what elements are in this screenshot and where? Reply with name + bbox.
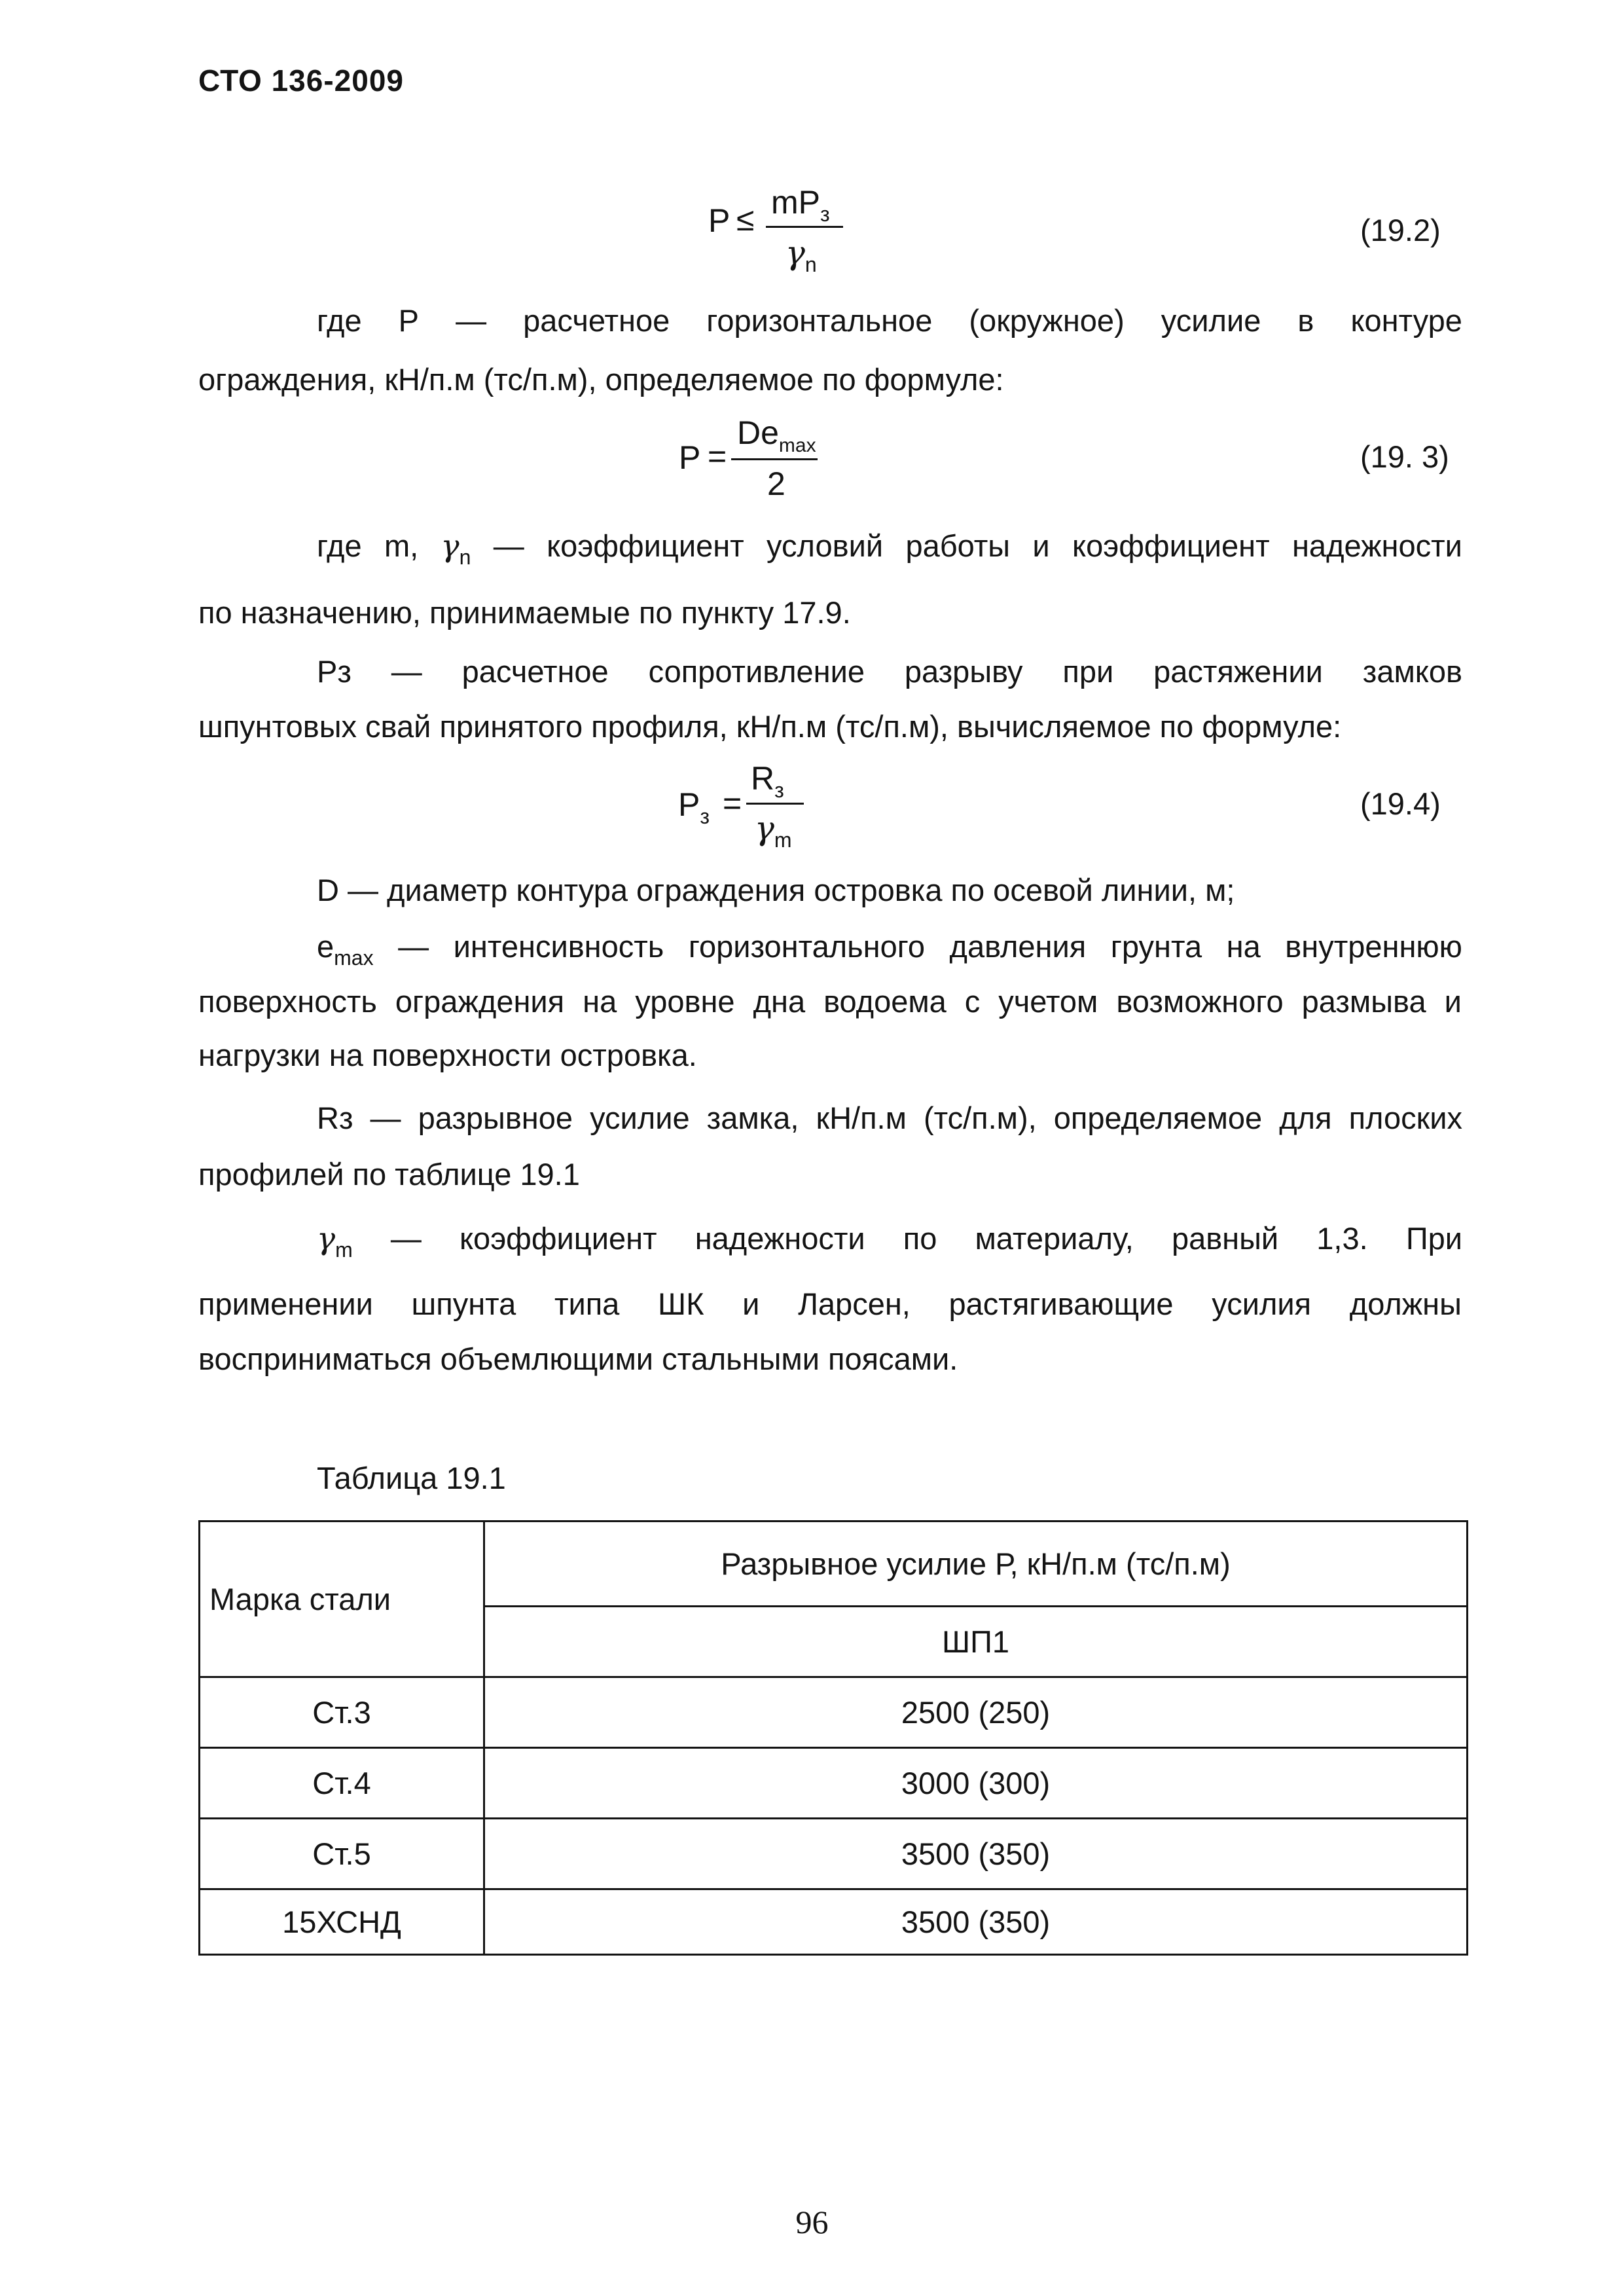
cell-value: 3500 (350) [484, 1819, 1468, 1889]
cell-grade: Ст.4 [200, 1748, 484, 1819]
cell-grade: Ст.5 [200, 1819, 484, 1889]
paragraph-gamma-m-line1: $\gamma_m$ — коэффициент надежности по материалу, равный 1,3. При [317, 1221, 1462, 1262]
eq-numerator: $mP_з$ [771, 184, 830, 226]
table-row [200, 1889, 1468, 1955]
paragraph-p3-line1: Рз — расчетное сопротивление разрыву при растяжении замков [317, 654, 1462, 689]
header-steel-grade: Марка стали [200, 1522, 484, 1677]
table-header-row [200, 1522, 1468, 1607]
fraction-bar [731, 458, 818, 460]
equation-number: (19.2) [1360, 213, 1441, 247]
table-caption: Таблица 19.1 [317, 1461, 506, 1495]
fraction-bar [766, 226, 843, 228]
eq-denominator: $\gamma_n$ [785, 234, 817, 276]
cell-grade: Ст.3 [200, 1677, 484, 1748]
eq-lhs: P [708, 202, 731, 239]
paragraph-r3-line2: профилей по таблице 19.1 [198, 1157, 580, 1192]
eq-denominator: $\gamma_m$ [755, 809, 792, 852]
document-code: СТО 136-2009 [198, 64, 404, 98]
paragraph-p-definition-line2: ограждения, кН/п.м (тс/п.м), определяемое по формуле: [198, 362, 1004, 397]
paragraph-emax-line3: нагрузки на поверхности островка. [198, 1038, 697, 1072]
eq-lhs: $P_з$ [678, 786, 710, 828]
fraction-bar [746, 803, 804, 805]
cell-value: 2500 (250) [484, 1677, 1468, 1748]
paragraph-coefficients-line1: где m, $\gamma_n$ — коэффициент условий работы и коэффициент надежности [317, 528, 1462, 569]
table-row [200, 1819, 1468, 1889]
paragraph-coefficients-line2: по назначению, принимаемые по пункту 17.9. [198, 595, 851, 630]
paragraph-p-definition-line1: где P — расчетное горизонтальное (окружное) усилие в контуре [317, 303, 1462, 338]
eq-numerator: $R_з$ [751, 760, 784, 802]
paragraph-emax-line1: $e_{max}$ — интенсивность горизонтального давления грунта на внутреннюю [317, 929, 1462, 970]
paragraph-gamma-m-line2: применении шпунта типа ШК и Ларсен, растягивающие усилия должны [198, 1286, 1462, 1321]
table-row [200, 1677, 1468, 1748]
eq-numerator: $De_{max}$ [737, 414, 816, 456]
paragraph-r3-line1: Rз — разрывное усилие замка, кН/п.м (тс/п.м), определяемое для плоских [317, 1101, 1462, 1135]
eq-operator: = [708, 438, 727, 475]
cell-value: 3500 (350) [484, 1889, 1468, 1955]
eq-operator: ≤ [736, 201, 755, 238]
equation-number: (19. 3) [1360, 439, 1449, 474]
paragraph-p3-line2: шпунтовых свай принятого профиля, кН/п.м (тс/п.м), вычисляемое по формуле: [198, 709, 1342, 744]
breaking-force-table [198, 1520, 1468, 1956]
paragraph-diameter: D — диаметр контура ограждения островка по осевой линии, м; [317, 873, 1235, 907]
table-row [200, 1748, 1468, 1819]
subheader-profile: ШП1 [484, 1607, 1468, 1677]
eq-denominator: 2 [767, 465, 785, 502]
cell-value: 3000 (300) [484, 1748, 1468, 1819]
paragraph-emax-line2: поверхность ограждения на уровне дна водоема с учетом возможного размыва и [198, 984, 1462, 1019]
page-number: 96 [795, 2204, 829, 2240]
header-breaking-force: Разрывное усилие Р, кН/п.м (тс/п.м) [484, 1522, 1468, 1607]
cell-grade: 15ХСНД [200, 1889, 484, 1955]
equation-number: (19.4) [1360, 786, 1441, 821]
eq-lhs: P [679, 439, 701, 476]
eq-operator: = [723, 785, 742, 822]
paragraph-gamma-m-line3: восприниматься объемлющими стальными поясами. [198, 1341, 958, 1376]
